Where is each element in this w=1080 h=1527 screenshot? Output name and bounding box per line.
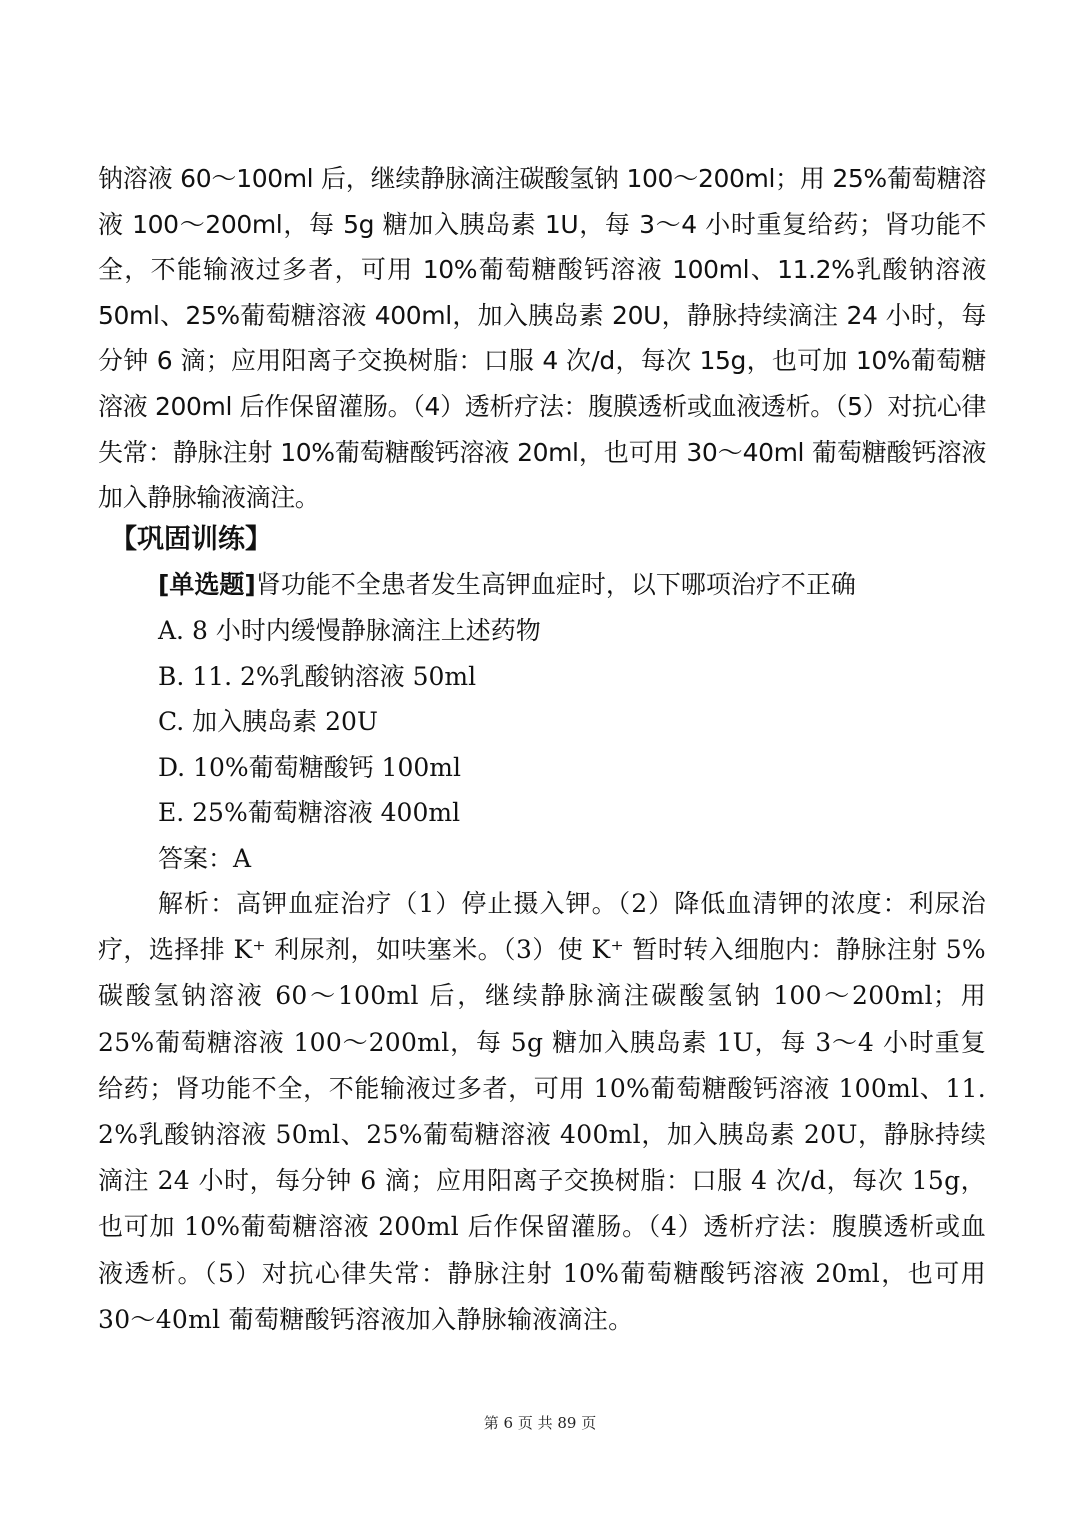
option-d: D. 10%葡萄糖酸钙 100ml [158, 752, 461, 782]
option-b: B. 11. 2%乳酸钠溶液 50ml [158, 661, 477, 691]
question-type-label: [单选题] [158, 570, 256, 599]
option-e: E. 25%葡萄糖溶液 400ml [158, 798, 461, 827]
option-a: A. 8 小时内缓慢静脉滴注上述药物 [158, 616, 541, 645]
question [158, 562, 988, 608]
section-title: 【巩固训练】 [110, 524, 272, 555]
answer: 答案：A [158, 844, 252, 873]
page-footer: 第 6 页 共 89 页 [483, 1414, 597, 1432]
option-list [158, 608, 541, 836]
option-c: C. 加入胰岛素 20U [158, 707, 378, 736]
body-paragraph: 钠溶液 60～100ml 后，继续静脉滴注碳酸氢钠 100～200ml；用 25%葡萄糖溶液 100～200ml，每 5g 糖加入胰岛素 1U，每 3～4 小时重复给药；肾功能不全，不能输液过多者，可用 10%葡萄糖酸钙溶液 100ml、11.2%乳酸钠溶液 50ml、25%葡萄糖溶液 400ml，加入胰岛素 20U，静脉持续滴注 24 小时，每分钟 6 滴；应用阳离子交换树脂：口服 4 次/d，每次 15g，也可加 10%葡萄糖溶液 200ml 后作保留灌肠。（4）透析疗法：腹膜透析或血液透析。（5）对抗心律失常：静脉注射 10%葡萄糖酸钙溶液 20ml，也可用 30～40ml 葡萄糖酸钙溶液加入静脉输液滴注。 [98, 164, 986, 513]
question-stem: 肾功能不全患者发生高钾血症时，以下哪项治疗不正确 [255, 570, 856, 599]
analysis-paragraph: 解析：高钾血症治疗（1）停止摄入钾。（2）降低血清钾的浓度：利尿治疗，选择排 K⁺ 利尿剂，如呋塞米。（3）使 K⁺ 暂时转入细胞内：静脉注射 5%碳酸氢钠溶液 60～100ml 后，继续静脉滴注碳酸氢钠 100～200ml；用 25%葡萄糖溶液 100～200ml，每 5g 糖加入胰岛素 1U，每 3～4 小时重复给药；肾功能不全，不能输液过多者，可用 10%葡萄糖酸钙溶液 100ml、11. 2%乳酸钠溶液 50ml、25%葡萄糖溶液 400ml，加入胰岛素 20U，静脉持续滴注 24 小时，每分钟 6 滴；应用阳离子交换树脂：口服 4 次/d，每次 15g，也可加 10%葡萄糖溶液 200ml 后作保留灌肠。（4）透析疗法：腹膜透析或血液透析。（5）对抗心律失常：静脉注射 10%葡萄糖酸钙溶液 20ml，也可用 30～40ml 葡萄糖酸钙溶液加入静脉输液滴注。 [98, 889, 986, 1334]
